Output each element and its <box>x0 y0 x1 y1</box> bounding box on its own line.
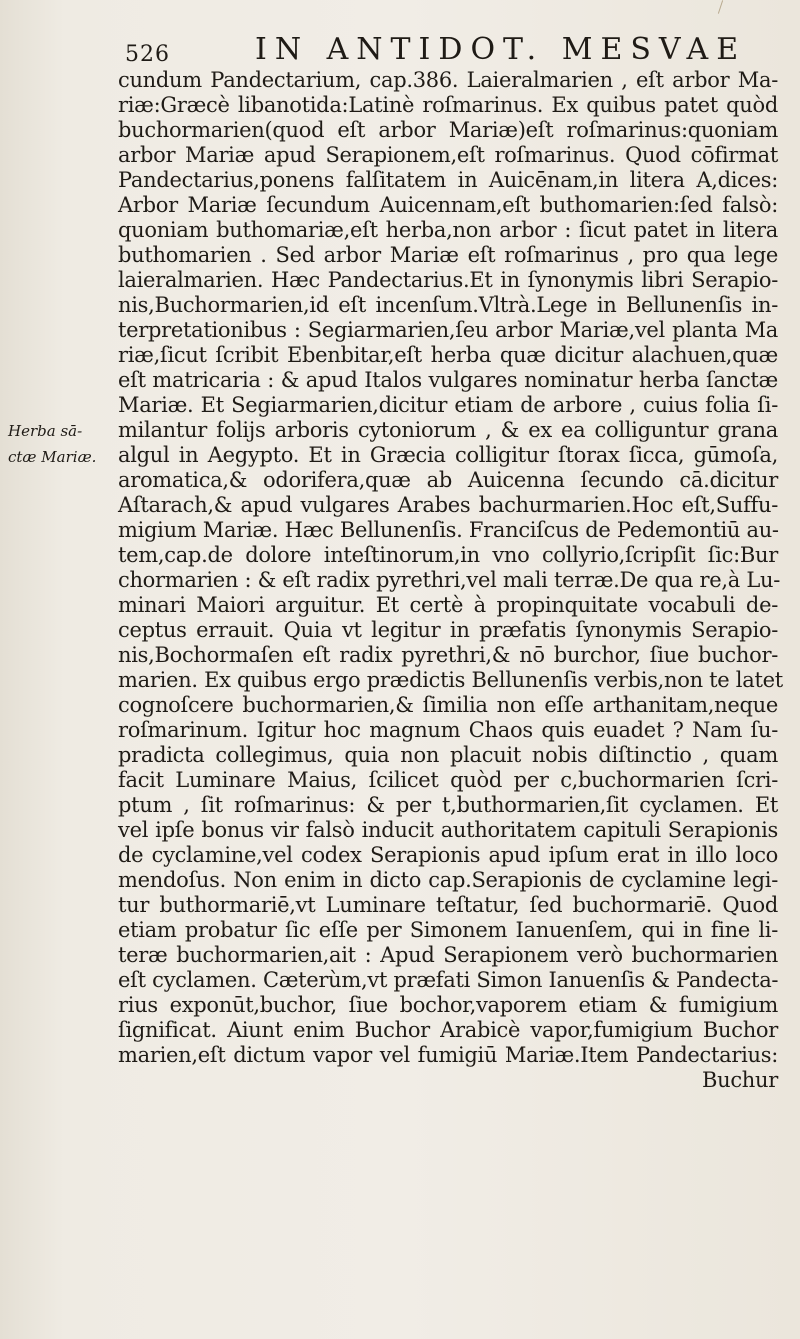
text-line: pradicta collegimus, quia non placuit nobis diſtinctio , quam <box>118 743 778 767</box>
text-line: algul in Aegypto. Et in Græcia colligitur ſtorax ſicca, gūmoſa, <box>118 443 778 467</box>
text-line: roſmarinum. Igitur hoc magnum Chaos quis euadet ? Nam ſu- <box>118 718 778 742</box>
text-line: buchormarien(quod eſt arbor Mariæ)eſt roſmarinus:quoniam <box>118 118 778 142</box>
text-line: Pandectarius,ponens falſitatem in Auicēnam,in litera A,dices: <box>118 168 778 192</box>
text-line: quoniam buthomariæ,eſt herba,non arbor : ſicut patet in litera <box>118 218 778 242</box>
text-line: cognoſcere buchormarien,& ſimilia non eſſe arthanitam,neque <box>118 693 778 717</box>
text-line: milantur folijs arboris cytoniorum , & ex ea colliguntur grana <box>118 418 778 442</box>
text-line: facit Luminare Maius, ſcilicet quòd per c,buchormarien ſcri- <box>118 768 778 792</box>
text-line: nis,Bochormaſen eſt radix pyrethri,& nō burchor, ſiue buchor- <box>118 643 778 667</box>
running-head: IN ANTIDOT. MESVAE <box>255 32 747 67</box>
catchword: Buchur <box>701 1068 778 1092</box>
text-line: tem,cap.de dolore inteſtinorum,in vno collyrio,ſcripſit ſic:Bur <box>118 543 778 567</box>
text-line: arbor Mariæ apud Serapionem,eſt roſmarinus. Quod cōfirmat <box>118 143 778 167</box>
text-line: Aſtarach,& apud vulgares Arabes bachurmarien.Hoc eſt,Suffu- <box>118 493 778 517</box>
text-line: tur buthormariē,vt Luminare teſtatur, ſed buchormariē. Quod <box>118 893 778 917</box>
text-line: minari Maiori arguitur. Et certè à propinquitate vocabuli de- <box>118 593 778 617</box>
page-mark <box>718 0 723 14</box>
body-text <box>118 68 783 1093</box>
text-line: vel ipſe bonus vir falsò inducit authoritatem capituli Serapionis <box>118 818 778 842</box>
text-line: ſignificat. Aiunt enim Buchor Arabicè vapor,fumigium Buchor <box>118 1018 778 1042</box>
text-line: ceptus errauit. Quia vt legitur in præfatis ſynonymis Serapio- <box>118 618 778 642</box>
text-line: cundum Pandectarium, cap.386. Laieralmarien , eſt arbor Ma- <box>118 68 778 92</box>
text-line: migium Mariæ. Hæc Bellunenſis. Franciſcus de Pedemontiū au- <box>118 518 779 542</box>
text-line: ptum , ſit roſmarinus: & per t,buthormarien,ſit cyclamen. Et <box>118 793 778 817</box>
text-line: marien,eſt dictum vapor vel fumigiū Mariæ.Item Pandectarius: <box>118 1043 778 1067</box>
margin-note-line: Herba sā- <box>8 422 83 440</box>
page-number: 526 <box>125 42 170 67</box>
text-line: buthomarien . Sed arbor Mariæ eſt roſmarinus , pro qua lege <box>118 243 778 267</box>
text-line: eſt cyclamen. Cæterùm,vt præfati Simon Ianuenſis & Pandecta- <box>118 968 779 992</box>
text-line: teræ buchormarien,ait : Apud Serapionem verò buchormarien <box>118 943 778 967</box>
margin-note <box>8 418 118 470</box>
text-line: etiam probatur ſic eſſe per Simonem Ianuenſem, qui in fine li- <box>118 918 778 942</box>
text-line: mendoſus. Non enim in dicto cap.Serapionis de cyclamine legi- <box>118 868 778 892</box>
text-line: eſt matricaria : & apud Italos vulgares nominatur herba ſanctæ <box>118 368 778 392</box>
margin-note-line: ctæ Mariæ. <box>8 448 97 466</box>
text-line: laieralmarien. Hæc Pandectarius.Et in ſynonymis libri Serapio- <box>118 268 778 292</box>
text-line: riæ:Græcè libanotida:Latinè roſmarinus. Ex quibus patet quòd <box>118 93 778 117</box>
text-line: riæ,ſicut ſcribit Ebenbitar,eſt herba quæ dicitur alachuen,quæ <box>118 343 778 367</box>
text-line: terpretationibus : Segiarmarien,ſeu arbor Mariæ,vel planta Ma <box>118 318 778 342</box>
text-line: Arbor Mariæ ſecundum Auicennam,eſt buthomarien:ſed falsò: <box>118 193 778 217</box>
text-line: marien. Ex quibus ergo prædictis Bellunenſis verbis,non te latet <box>118 668 783 692</box>
text-line: de cyclamine,vel codex Serapionis apud ipſum erat in illo loco <box>118 843 778 867</box>
text-line: aromatica,& odorifera,quæ ab Auicenna ſecundo cā.dicitur <box>118 468 778 492</box>
text-line: Mariæ. Et Segiarmarien,dicitur etiam de arbore , cuius folia ſi- <box>118 393 778 417</box>
text-line: chormarien : & eſt radix pyrethri,vel mali terræ.De qua re,à Lu- <box>118 568 781 592</box>
text-line: nis,Buchormarien,id eſt incenſum.Vltrà.Lege in Bellunenſis in- <box>118 293 778 317</box>
text-line: rius exponūt,buchor, ſiue bochor,vaporem etiam & fumigium <box>118 993 778 1017</box>
